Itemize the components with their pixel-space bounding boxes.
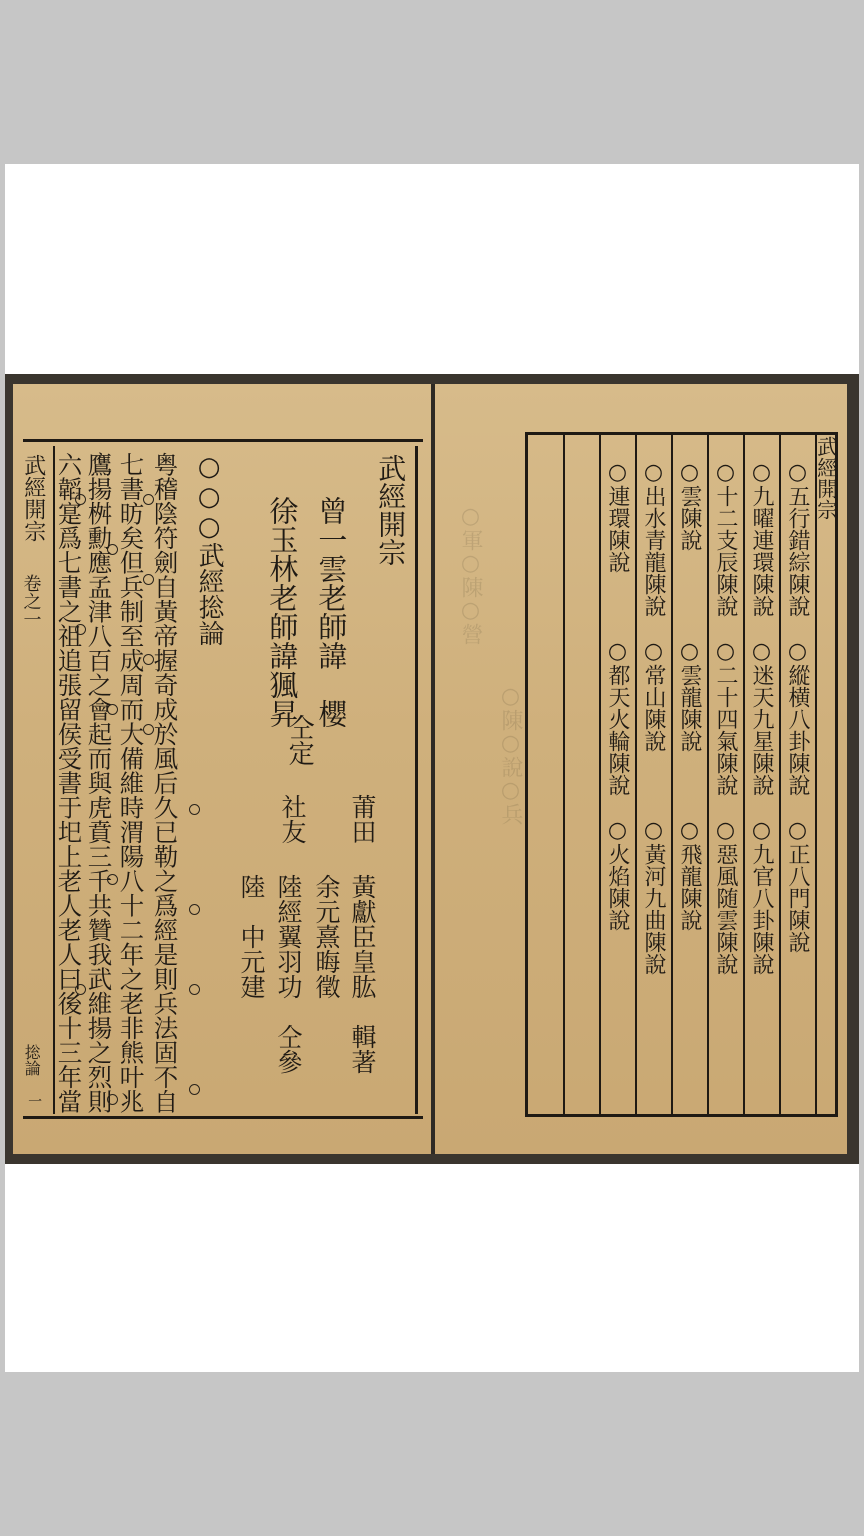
margin-folio: 一 (26, 1094, 43, 1108)
right-page-outer-rule (835, 432, 838, 1117)
margin-title: 武經開宗 (20, 454, 46, 542)
punctuation-circle (75, 494, 86, 505)
punctuation-circle (107, 544, 118, 555)
credit-friend-label: 社友 (278, 794, 307, 844)
credit-friend-3: 陸 中元建 (237, 874, 266, 999)
contents-column-5: ○出水青龍陳說 ○常山陳說 ○黃河九曲陳說 (641, 460, 666, 975)
punctuation-circle (189, 1084, 200, 1095)
contents-column-2: ○九曜連環陳說 ○迷天九星陳說 ○九官八卦陳說 (749, 460, 774, 975)
punctuation-circle (107, 1094, 118, 1105)
credit-place: 莆田 (348, 794, 377, 844)
section-heading: ○○○武經捴論 (194, 452, 225, 646)
book-title: 武經開宗 (374, 454, 408, 566)
right-page-inner-rule (525, 432, 528, 1117)
contents-column-4: ○雲陳說 ○雲龍陳說 ○飛龍陳說 (677, 460, 702, 931)
column-rule (563, 432, 565, 1117)
teacher-note: 仝定 (284, 714, 315, 766)
bottom-border-rule (527, 1114, 837, 1117)
punctuation-circle (189, 804, 200, 815)
teacher-1: 曾一雲老師諱 櫻 (314, 496, 349, 728)
bleed-through-text: ○軍○陳○營 (458, 504, 483, 645)
margin-volume: 卷之一 (20, 574, 42, 628)
punctuation-circle (143, 724, 154, 735)
column-rule (815, 432, 817, 1117)
contents-column-6: ○連環陳說 ○都天火輪陳說 ○火焰陳說 (605, 460, 630, 931)
bleed-through-text: ○陳○說○兵 (498, 684, 523, 825)
body-column-1: 粤稽陰符劍自黃帝握奇成於風后久已勒之爲經是則兵法固不自 (150, 452, 180, 1114)
contents-column-1: ○五行錯綜陳說 ○縱横八卦陳說 ○正八門陳說 (785, 460, 810, 953)
top-border-rule (527, 432, 837, 435)
right-page (433, 384, 847, 1154)
body-column-4: 六韜寔爲七書之祖追張留侯受書于圯上老人老人曰後十三年當 (54, 452, 84, 1114)
credit-author: 黃獻臣皇肱 輯著 (348, 874, 377, 1074)
margin-section: 捴論 (22, 1044, 42, 1076)
left-page (13, 384, 433, 1154)
punctuation-circle (75, 984, 86, 995)
credit-friend-1: 余元熹晦徵 (312, 874, 341, 999)
punctuation-circle (189, 984, 200, 995)
punctuation-circle (143, 574, 154, 585)
left-page-outer-rule (415, 446, 418, 1114)
punctuation-circle (107, 874, 118, 885)
body-column-2: 七書昉矣但兵制至成周而大備維時渭陽八十二年之老非熊叶兆 (116, 452, 146, 1114)
punctuation-circle (75, 624, 86, 635)
top-border-rule (23, 439, 423, 442)
body-column-3: 鷹揚桝勳應孟津八百之會起而與虎賁三千共贊我武維揚之烈則 (84, 452, 114, 1114)
punctuation-circle (107, 704, 118, 715)
punctuation-circle (143, 494, 154, 505)
credit-friend-2: 陸經翼羽功 仝參 (274, 874, 303, 1074)
punctuation-circle (143, 654, 154, 665)
bottom-border-rule (23, 1116, 423, 1119)
teacher-2: 徐玉林老師諱猦昇 (265, 496, 300, 728)
margin-title: 武經開宗 (814, 436, 839, 520)
punctuation-circle (189, 904, 200, 915)
book-spread-photo (5, 374, 859, 1164)
contents-column-3: ○十二支辰陳說 ○二十四氣陳說 ○惡風随雲陳說 (713, 460, 738, 975)
